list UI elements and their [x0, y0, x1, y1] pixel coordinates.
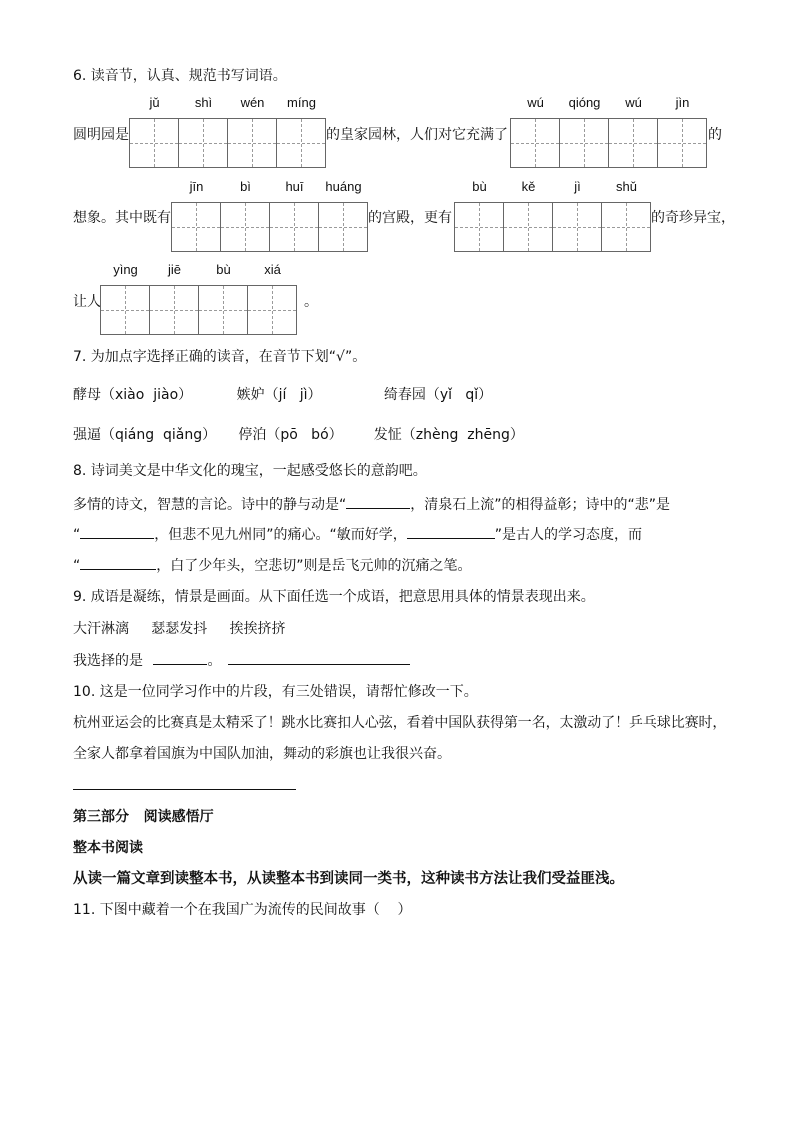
section-divider [73, 789, 296, 790]
writing-cell[interactable] [101, 262, 150, 334]
pinyin: jīn [189, 179, 204, 194]
writing-cell[interactable] [319, 179, 367, 251]
pinyin: jì [574, 179, 581, 194]
part3-heading: 第三部分 阅读感悟厅 [73, 809, 214, 825]
writing-cell[interactable] [221, 179, 270, 251]
pinyin: wén [240, 95, 265, 110]
q9-title: 9. 成语是凝练，情景是画面。从下面任选一个成语，把意思用具体的情景表现出来。 [73, 589, 595, 605]
q8-text: 多情的诗文，智慧的言论。诗中的静与动是“ [73, 497, 347, 513]
pinyin: bù [472, 179, 487, 194]
answer-blank[interactable] [80, 555, 156, 570]
q8-text: ，清泉石上流”的相得益彰；诗中的“悲”是 [410, 497, 671, 513]
pinyin: jiē [167, 262, 181, 277]
pinyin: shǔ [616, 179, 637, 194]
q10-line2: 全家人都拿着国旗为中国队加油，舞动的彩旗也让我很兴奋。 [73, 746, 451, 762]
q10-title: 10. 这是一位同学习作中的片段，有三处错误，请帮忙修改一下。 [73, 684, 478, 700]
writing-cell[interactable] [179, 95, 228, 167]
q8-text: “ [73, 558, 81, 574]
q6-row2-pre: 想象。其中既有 [73, 210, 171, 226]
pinyin: wú [625, 95, 642, 110]
idiom-choice-blank[interactable] [153, 650, 207, 665]
q6-row3-pre: 让人 [73, 294, 101, 310]
writing-cell[interactable] [455, 179, 504, 251]
q8-text: ”是古人的学习态度，而 [494, 527, 643, 543]
q6-row1-pre: 圆明园是 [73, 127, 129, 143]
q6-row1-mid: 的皇家园林，人们对它充满了 [326, 127, 508, 143]
q7-title: 7. 为加点字选择正确的读音，在音节下划“√”。 [73, 349, 367, 365]
part3-intro: 从读一篇文章到读整本书，从读整本书到读同一类书，这种读书方法让我们受益匪浅。 [73, 871, 624, 887]
q8-line3 [73, 555, 472, 576]
writing-cell[interactable] [553, 179, 602, 251]
q6-row1-grid2[interactable] [510, 95, 707, 168]
writing-cell[interactable] [277, 95, 325, 167]
q6-row2-grid2[interactable] [454, 179, 651, 252]
pinyin: bì [240, 179, 251, 194]
q8-text: “ [73, 527, 81, 543]
pinyin: jǔ [149, 95, 160, 110]
pinyin: míng [287, 95, 316, 110]
writing-cell[interactable] [199, 262, 248, 334]
pinyin: jìn [675, 95, 690, 110]
writing-cell[interactable] [270, 179, 319, 251]
q6-row3-post: 。 [304, 294, 318, 310]
q6-row2-mid: 的宫殿，更有 [368, 210, 452, 226]
pinyin: qióng [568, 95, 601, 110]
q6-row2-grid1[interactable] [171, 179, 368, 252]
scene-description-blank[interactable] [228, 650, 410, 665]
q8-text: ，白了少年头，空悲切”则是岳飞元帅的沉痛之笔。 [156, 558, 472, 574]
q6-row2-post: 的奇珍异宝， [651, 210, 735, 226]
q8-text: ，但悲不见九州同”的痛心。“敏而好学， [154, 527, 407, 543]
writing-cell[interactable] [511, 95, 560, 167]
q11-title: 11. 下图中藏着一个在我国广为流传的民间故事（ ） [73, 902, 412, 918]
pinyin: xiá [264, 262, 281, 277]
q6-row1-grid1[interactable] [129, 95, 326, 168]
pinyin: shì [194, 95, 213, 110]
writing-cell[interactable] [602, 179, 650, 251]
pinyin: bù [216, 262, 231, 277]
writing-cell[interactable] [172, 179, 221, 251]
q9-idioms: 大汗淋漓 瑟瑟发抖 挨挨挤挤 [73, 621, 286, 637]
q6-title: 6. 读音节，认真、规范书写词语。 [73, 68, 287, 84]
writing-cell[interactable] [150, 262, 199, 334]
q6-row3-grid1[interactable] [100, 262, 297, 335]
pinyin: yìng [113, 262, 138, 277]
q9-choose-line [73, 650, 410, 671]
writing-cell[interactable] [560, 95, 609, 167]
q9-choose-label: 我选择的是 [73, 653, 143, 669]
pinyin: wú [527, 95, 544, 110]
writing-cell[interactable] [248, 262, 296, 334]
writing-cell[interactable] [228, 95, 277, 167]
q6-row1-post: 的 [708, 127, 722, 143]
q8-line2 [73, 524, 642, 545]
pinyin: huáng [325, 179, 362, 194]
q8-title: 8. 诗词美文是中华文化的瑰宝，一起感受悠长的意韵吧。 [73, 463, 427, 479]
q10-line1: 杭州亚运会的比赛真是太精采了！跳水比赛扣人心弦，看着中国队获得第一名，太激动了！乒乓球比赛时， [73, 715, 727, 731]
q7-line2: 强逼（qiáng qiǎng） 停泊（pō bó） 发怔（zhèng zhēng） [73, 427, 524, 443]
q7-line1: 酵母（xiào jiào） 嫉妒（jí jì） 绮春园（yǐ qǐ） [73, 387, 493, 403]
answer-blank[interactable] [407, 524, 495, 539]
q8-line1 [73, 494, 670, 515]
writing-cell[interactable] [504, 179, 553, 251]
part3-subheading: 整本书阅读 [73, 840, 143, 856]
writing-cell[interactable] [609, 95, 658, 167]
writing-cell[interactable] [130, 95, 179, 167]
pinyin: huī [285, 179, 304, 194]
answer-blank[interactable] [80, 524, 154, 539]
q9-period: 。 [207, 653, 222, 669]
answer-blank[interactable] [346, 494, 410, 509]
writing-cell[interactable] [658, 95, 706, 167]
pinyin: kě [521, 179, 536, 194]
